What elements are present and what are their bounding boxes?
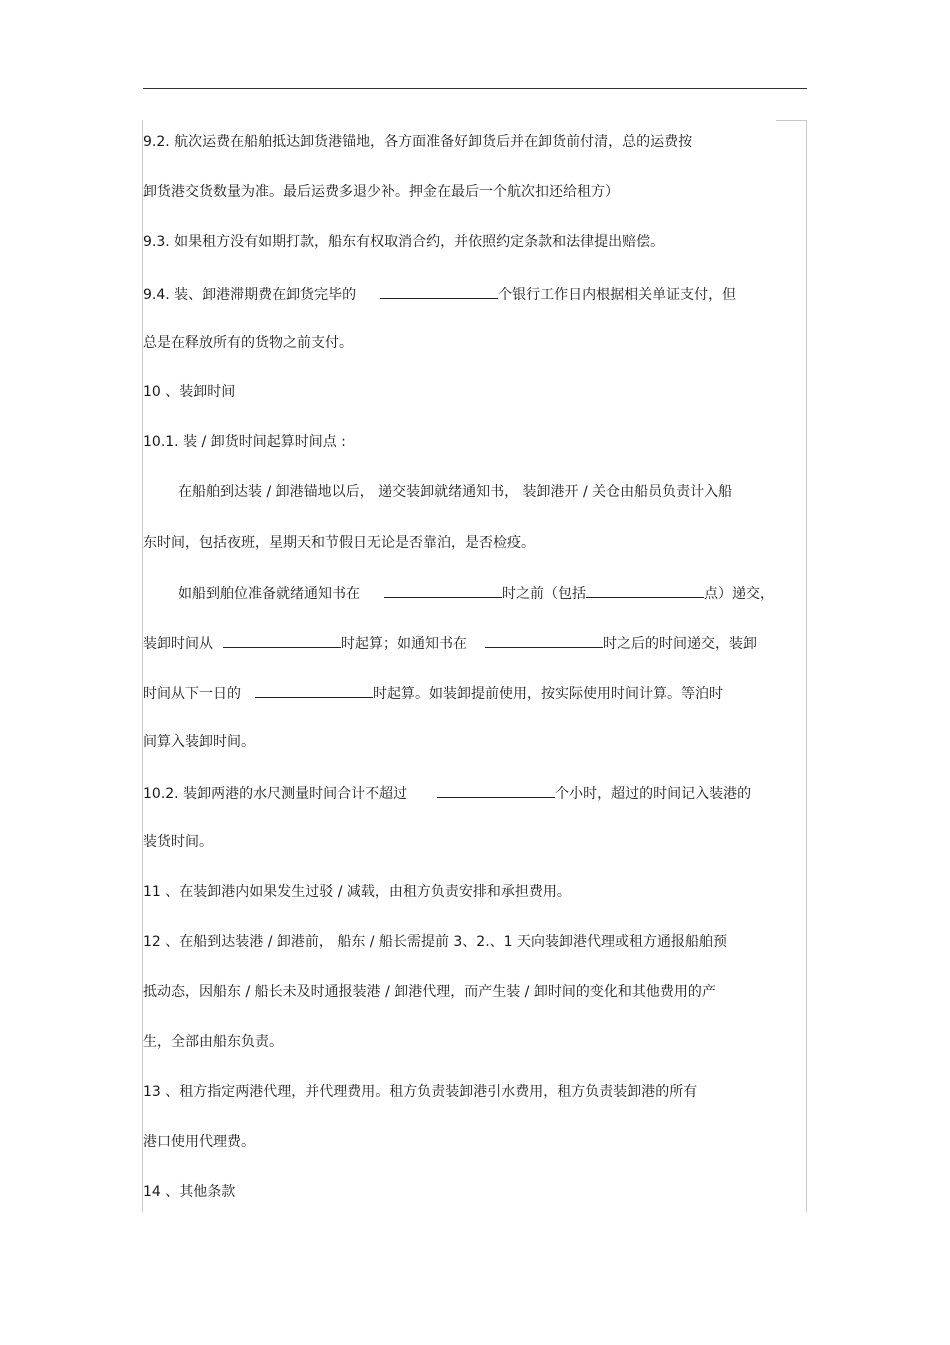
clause-9-2-line-2: 卸货港交货数量为准。最后运费多退少补。押金在最后一个航次扣还给租方）: [143, 184, 619, 200]
section-12-line-2: 抵动态，因船东 / 船长未及时通报装港 / 卸港代理，而产生装 / 卸时间的变化和其他费用的产: [143, 984, 716, 1000]
blank-field-next-day-hour[interactable]: [255, 682, 373, 698]
clause-9-3: 9.3. 如果租方没有如期打款，船东有权取消合约，并依照约定条款和法律提出赔偿。: [143, 234, 665, 250]
section-14-heading: 14 、其他条款: [143, 1184, 236, 1200]
section-11: 11 、在装卸港内如果发生过驳 / 减载，由租方负责安排和承担费用。: [143, 884, 571, 900]
clause-9-2-line-1: 9.2. 航次运费在船舶抵达卸货港锚地，各方面准备好卸货后并在卸货前付清，总的运费按: [143, 134, 693, 150]
clause-10-1-text-d: 装卸时间从: [143, 636, 213, 652]
clause-10-1-line-2: 东时间，包括夜班，星期天和节假日无论是否靠泊，是否检疫。: [143, 535, 535, 551]
clause-10-1-line-1: 在船舶到达装 / 卸港锚地以后， 递交装卸就绪通知书， 装卸港开 / 关仓由船员负责计入船: [178, 484, 733, 500]
clause-10-1-line-6: 间算入装卸时间。: [143, 734, 255, 750]
blank-field-notice-hour[interactable]: [384, 582, 502, 598]
clause-10-1-text-h: 时起算。如装卸提前使用，按实际使用时间计算。等泊时: [373, 686, 723, 702]
clause-9-4-text-a: 9.4. 装、卸港滞期费在卸货完毕的: [143, 287, 357, 303]
clause-9-4-line-1: [143, 283, 736, 305]
header-rule: [143, 88, 807, 89]
clause-10-1-line-4: [143, 632, 757, 654]
blank-field-after-hour[interactable]: [485, 632, 603, 648]
clause-10-2-line-2: 装货时间。: [143, 834, 213, 850]
clause-10-1-text-f: 时之后的时间递交，装卸: [603, 636, 757, 652]
content-frame-top-border: [776, 120, 806, 121]
clause-10-1-line-3: [178, 582, 774, 604]
clause-9-4-line-2: 总是在释放所有的货物之前支付。: [143, 335, 353, 351]
blank-field-draft-survey-hours[interactable]: [437, 782, 555, 798]
section-12-line-1: 12 、在船到达装港 / 卸港前， 船东 / 船长需提前 3、2.、1 天向装卸港代理或租方通报船舶预: [143, 934, 728, 950]
blank-field-inclusive-hour[interactable]: [586, 582, 704, 598]
clause-9-4-text-b: 个银行工作日内根据相关单证支付，但: [498, 287, 737, 303]
clause-10-1-text-c: 点）递交，: [704, 586, 774, 602]
section-10-heading: 10 、装卸时间: [143, 384, 236, 400]
section-12-line-3: 生，全部由船东负责。: [143, 1034, 283, 1050]
clause-10-1-heading: 10.1. 装 / 卸货时间起算时间点 :: [143, 434, 346, 450]
clause-10-1-text-g: 时间从下一日的: [143, 686, 241, 702]
blank-field-bank-days[interactable]: [380, 283, 498, 299]
clause-10-2-line-1: [143, 782, 751, 804]
content-frame-right-border: [806, 120, 807, 1212]
clause-10-1-text-e: 时起算；如通知书在: [341, 636, 467, 652]
clause-10-2-text-a: 10.2. 装卸两港的水尺测量时间合计不超过: [143, 786, 408, 802]
section-13-line-2: 港口使用代理费。: [143, 1134, 255, 1150]
clause-10-2-text-b: 个小时，超过的时间记入装港的: [555, 786, 752, 802]
clause-10-1-text-a: 如船到舶位准备就绪通知书在: [178, 586, 360, 602]
section-13-line-1: 13 、租方指定两港代理，并代理费用。租方负责装卸港引水费用，租方负责装卸港的所有: [143, 1084, 698, 1100]
clause-10-1-line-5: [143, 682, 723, 704]
blank-field-start-hour[interactable]: [223, 632, 341, 648]
clause-10-1-text-b: 时之前（包括: [502, 586, 586, 602]
